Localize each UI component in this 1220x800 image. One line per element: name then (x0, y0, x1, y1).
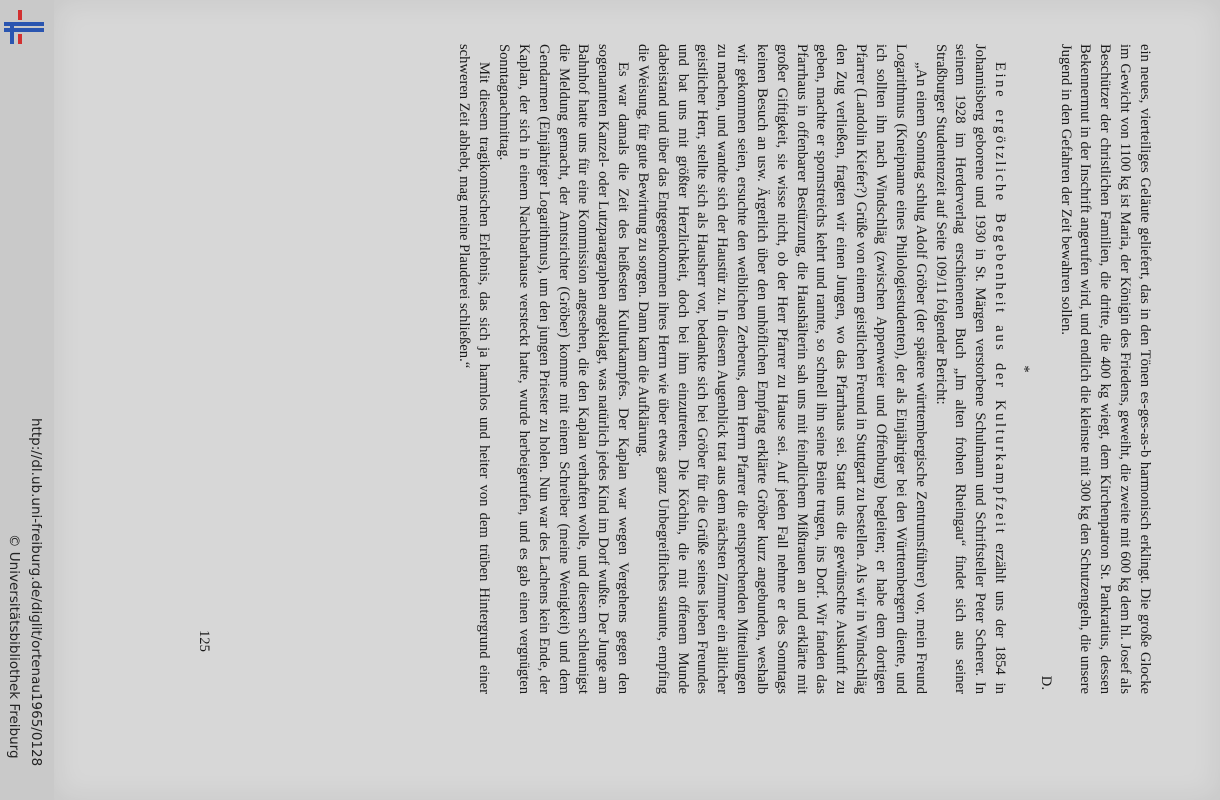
paragraph-bells: ein neues, vierteiliges Geläute geliefert, das in den Tönen es-ges-as-b harmonisch erklingt. Die große Glocke im Gewicht von 1100 kg ist Maria, der Königin des Friedens, geweiht, die zweite mit 600 kg dem hl. Josef als Beschützer der christlichen Familien, die dritte, die 400 kg wiegt, dem Kirchenpatron St. Pankratius, dessen Bekennermut in der Inschrift angerufen wird, und endlich die kleinste mit 300 kg den Schutzengeln, die unsere Jugend in den Gefahren der Zeit bewahren sollen. (1057, 44, 1153, 694)
page-text (453, 44, 1154, 694)
paragraph-story: „An einem Sonntag schlug Adolf Gröber (der spätere württembergische Zentrumsführer) vor, mein Freund Logarithmus (Kneipname eines Philologiestudenten), der als Einjähriger bei den Württembergern diente, und ich sollten ihn nach Windschläg (zwischen Appenweier und Offenburg) begleiten; er habe dem dortigen Pfarrer (Landolin Kiefer?) Grüße von einem geistlichen Freund in Stuttgart zu bestellen. Als wir in Windschläg den Zug verließen, fragten wir einen Jungen, wo das Pfarrhaus sei. Statt uns die gewünschte Auskunft zu geben, machte er spornstreichs kehrt und rannte, so schnell ihn seine Beine trugen, ins Dorf. Wir fanden das Pfarrhaus in offenbarer Bestürzung, die Haushälterin sah uns mit feindlichem Mißtrauen an und erklärte mit großer Giftigkeit, sie wisse nicht, ob der Herr Pfarrer zu Hause sei. Auf jeden Fall nehme er des Sonntags keinen Besuch an usw. Ärgerlich über den unhöflichen Empfang erklärte Gröber kurz angebunden, weshalb wir gekommen seien, ersuchte den weiblichen Zerberus, dem Herrn Pfarrer die entsprechenden Mitteilungen zu machen, und wandte sich der Haustür zu. In diesem Augenblick trat aus dem nächsten Zimmer ein ältlicher geistlicher Herr, stellte sich als Hausherr vor, bedankte sich bei Gröber für die Grüße seines lieben Freundes und bat uns mit größter Herzlichkeit, doch bei ihm einzutreten. Die Köchin, die mit offenem Munde dabeistand und über das Entgegenkommen ihres Herrn wie über etwas ganz Unbegreifliches staunte, empfing die Weisung, für gute Bewirtung zu sorgen. Dann kam die Aufklärung. (634, 44, 929, 695)
sidebar (0, 0, 54, 800)
scanned-page (54, 0, 1220, 800)
page-number: 125 (196, 630, 212, 652)
intro-rest-text: erzählt uns der 1854 in Johannisberg geborene und 1930 in St. Märgen verstorbene Schulmann und Schriftsteller Peter Scherer. In seinem 1928 im Herderverlag erschienenen Buch „Im alten frohen Rheingau“ findet sich aus seiner Straßburger Studentenzeit auf Seite 109/11 folgender Bericht: (932, 44, 1009, 694)
document-url[interactable]: http://dl.ub.uni-freiburg.de/diglit/ortenau1965/0128 (28, 418, 44, 767)
paragraph-intro (930, 44, 1009, 694)
author-signature: D. (1037, 675, 1054, 690)
section-separator: * (1015, 365, 1032, 373)
paragraph-closing: Mit diesem tragikomischen Erlebnis, das sich ja harmlos und heiter von dem trüben Hintergrund einer schweren Zeit abhebt, mag meine Plauderei schließen.“ (456, 44, 493, 694)
intro-spaced-text: Eine ergötzliche Begebenheit aus der Kulturkampfzeit (992, 62, 1009, 536)
paragraph-kulturkampf: Es war damals die Zeit des heißesten Kulturkampfes. Der Kaplan war wegen Vergehens gegen den sogenannten Kanzel- oder Lutzparagraphen angeklagt, was natürlich jedes Kind im Dorf wußte. Der Junge am Bahnhof hatte uns für eine Kommission angesehen, die den Kaplan verhaften wolle, und diesem schleunigst die Meldung gemacht, der Amtsrichter (Gröber) komme mit einem Schreiber (meine Wenigkeit) und dem Gendarmen (Einjähriger Logarithmus), um den jungen Priester zu holen. Nun war des Lachens kein Ende, der Kaplan, der sich in einem Nachbarhause versteckt hatte, wurde herbeigerufen, und es gab einen vergnügten Sonntagnachmittag. (496, 44, 632, 694)
copyright-notice: © Universitätsbibliothek Freiburg (6, 534, 22, 759)
